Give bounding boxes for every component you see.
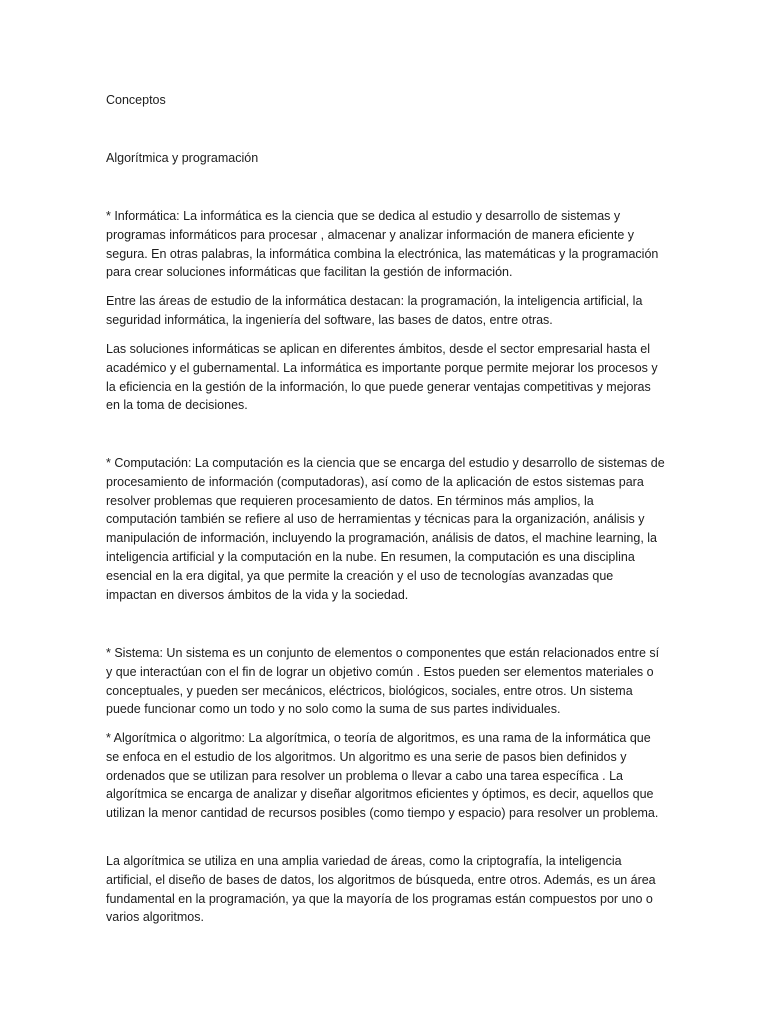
document-subtitle: Algorítmica y programación: [106, 151, 259, 165]
paragraph-informatica: * Informática: La informática es la ciencia que se dedica al estudio y desarrollo de sistemas y programas informáticos para procesar , almacenar y analizar información de manera eficiente y segura. En otras palabras, la informática combina la electrónica, las matemáticas y la programación para crear soluciones informáticas que facilitan la gestión de información.: [106, 209, 659, 280]
paragraph-algoritmica: * Algorítmica o algoritmo: La algorítmica, o teoría de algoritmos, es una rama de la informática que se enfoca en el estudio de los algoritmos. Un algoritmo es una serie de pasos bien definidos y ordenados que se utilizan para resolver un problema o llevar a cabo una tarea específica . La algorítmica se encarga de analizar y diseñar algoritmos eficientes y óptimos, es decir, aquellos que utilizan la menor cantidad de recursos posibles (como tiempo y espacio) para resolver un problema.: [106, 731, 659, 821]
paragraph-computacion: * Computación: La computación es la ciencia que se encarga del estudio y desarrollo de sistemas de procesamiento de información (computadoras), así como de la aplicación de estos sistemas para resolver problemas que requieren procesamiento de datos. En términos más amplios, la computación también se refiere al uso de herramientas y técnicas para la organización, análisis y manipulación de información, incluyendo la programación, análisis de datos, el machine learning, la inteligencia artificial y la computación en la nube. En resumen, la computación es una disciplina esencial en la era digital, ya que permite la creación y el uso de tecnologías avanzadas que impactan en diversos ámbitos de la vida y la sociedad.: [106, 456, 665, 602]
paragraph-soluciones-informaticas: Las soluciones informáticas se aplican en diferentes ámbitos, desde el sector empresarial hasta el académico y el gubernamental. La informática es importante porque permite mejorar los procesos y la eficiencia en la gestión de la información, lo que puede generar ventajas competitivas y mejoras en la toma de decisiones.: [106, 342, 658, 413]
document-title: Conceptos: [106, 93, 166, 107]
paragraph-areas-de-estudio: Entre las áreas de estudio de la informática destacan: la programación, la inteligencia artificial, la seguridad informática, la ingeniería del software, las bases de datos, entre otras.: [106, 294, 643, 327]
paragraph-usos-algoritmica: La algorítmica se utiliza en una amplia variedad de áreas, como la criptografía, la inteligencia artificial, el diseño de bases de datos, los algoritmos de búsqueda, entre otros. Además, es un área fundamental en la programación, ya que la mayoría de los programas están compuestos por uno o varios algoritmos.: [106, 854, 656, 925]
paragraph-sistema: * Sistema: Un sistema es un conjunto de elementos o componentes que están relacionados entre sí y que interactúan con el fin de lograr un objetivo común . Estos pueden ser elementos materiales o conceptuales, y pueden ser mecánicos, eléctricos, biológicos, sociales, entre otros. Un sistema puede funcionar como un todo y no solo como la suma de sus partes individuales.: [106, 646, 660, 717]
